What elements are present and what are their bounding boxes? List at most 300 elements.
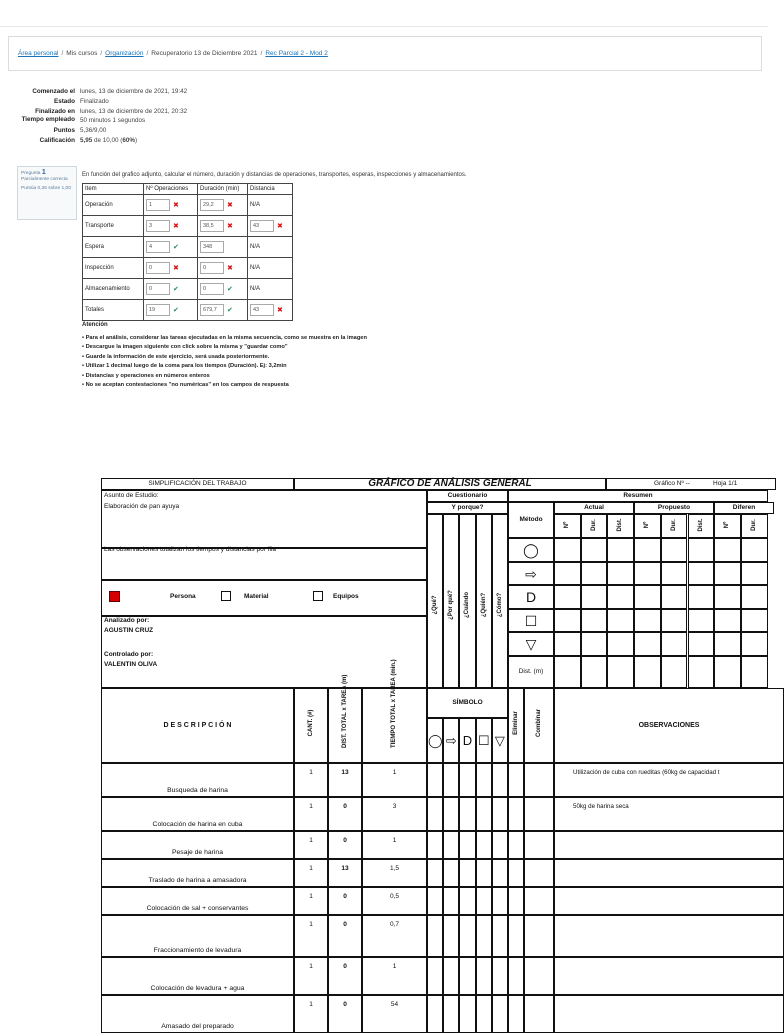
resumen-value-cell (714, 562, 741, 586)
question-text: En función del grafico adjunto, calcular el número, duración y distancias de operaciones, transportes, esperas, inspecciones y almacenamientos. (82, 172, 467, 178)
question-label: ¿Cuándo (464, 592, 471, 618)
resumen-value-cell (581, 656, 608, 689)
cant-label: CANT. (#) (308, 709, 314, 737)
task-symbol-cell (459, 763, 475, 797)
resumen-subheader-label: Dur. (590, 519, 597, 531)
symbol-header-cell: ⇨ (443, 718, 459, 763)
task-cant: 1 (294, 763, 328, 797)
grade-percent: 60% (122, 136, 135, 144)
header-dur: Duración (min) (198, 184, 248, 195)
task-description: Pesaje de harina (101, 831, 294, 859)
task-symbol-cell (476, 957, 492, 995)
resumen-value-cell (607, 609, 634, 633)
summary-label: Puntos (53, 127, 75, 135)
task-cant: 1 (294, 957, 328, 995)
summary-value: 5,36/9,00 (80, 127, 107, 135)
correct-check-icon: ✔ (173, 307, 179, 314)
task-observacion (554, 915, 784, 957)
task-symbol-cell (492, 859, 508, 887)
task-symbol-cell (427, 831, 443, 859)
task-symbol-cell (427, 887, 443, 915)
item-label: Totales (83, 300, 144, 321)
task-symbol-cell (459, 957, 475, 995)
header-dist: Distancia (248, 184, 293, 195)
breadcrumb-rec-parcial[interactable]: Rec Parcial 2 - Mod 2 (265, 50, 328, 57)
distance-cell (248, 216, 293, 237)
method-symbol-cell: ⇨ (508, 562, 554, 586)
task-symbol-cell (427, 957, 443, 995)
ops-cell (144, 279, 198, 300)
resumen-subheader-label: Nº (644, 521, 651, 529)
resumen-value-cell (688, 538, 715, 562)
breadcrumb-organizacion[interactable]: Organización (105, 50, 144, 57)
task-description: Fraccionamiento de levadura (101, 915, 294, 957)
breadcrumb (18, 50, 328, 57)
task-cant: 1 (294, 887, 328, 915)
resumen-value-cell (714, 538, 741, 562)
persona-label: Persona (170, 593, 196, 600)
task-symbol-cell (459, 831, 475, 859)
task-cant: 1 (294, 995, 328, 1033)
ops-input[interactable]: 0 (146, 262, 170, 274)
resumen-value-cell (607, 585, 634, 609)
grade-score: 5,95 (80, 136, 93, 144)
resumen-value-cell (688, 632, 715, 656)
answer-row (83, 300, 293, 321)
task-eliminar-cell (508, 887, 524, 915)
task-eliminar-cell (508, 763, 524, 797)
resumen-value-cell (634, 632, 661, 656)
ops-cell (144, 195, 198, 216)
resumen-value-cell (741, 632, 768, 656)
task-symbol-cell (492, 797, 508, 831)
resumen-value-cell (581, 562, 608, 586)
attention-list (82, 334, 367, 390)
summary-value: Finalizado (80, 97, 109, 105)
task-symbol-cell (492, 887, 508, 915)
analizado-label: Analizado por: (104, 617, 150, 624)
task-symbol-cell (427, 763, 443, 797)
answer-row (83, 279, 293, 300)
duration-input[interactable]: 29,2 (200, 199, 224, 211)
task-combinar-cell (524, 887, 554, 915)
question-label: Pregunta (21, 171, 41, 176)
simbolo-header: SÍMBOLO (427, 688, 508, 718)
task-observacion (554, 831, 784, 859)
summary-grade-value (80, 136, 137, 146)
dur-cell (198, 216, 248, 237)
task-description: Colocación de sal + conservantes (101, 887, 294, 915)
symbol-header-cell: ◯ (427, 718, 443, 763)
summary-label: Comenzado el (32, 88, 75, 95)
grade-max: de 10,00 ( (92, 136, 123, 144)
breadcrumb-area-personal[interactable]: Área personal (18, 50, 59, 57)
task-combinar-cell (524, 957, 554, 995)
task-symbol-cell (443, 797, 459, 831)
ops-input[interactable]: 19 (146, 304, 170, 316)
method-symbol-cell: D (508, 585, 554, 609)
task-dist: 13 (328, 859, 362, 887)
task-description: Colocación de harina en cuba (101, 797, 294, 831)
resumen-value-cell (607, 656, 634, 689)
task-dist: 0 (328, 915, 362, 957)
top-navbar (0, 0, 768, 27)
task-symbol-cell (427, 859, 443, 887)
resumen-value-cell (634, 562, 661, 586)
distance-static (248, 237, 293, 258)
summary-label: Estado (54, 97, 75, 105)
resumen-value-cell (554, 585, 581, 609)
material-checkbox (221, 591, 231, 601)
task-symbol-cell (476, 763, 492, 797)
ops-input[interactable]: 1 (146, 199, 170, 211)
equipos-label: Equipos (333, 593, 359, 600)
asunto-label: Asunto de Estudio: (104, 492, 159, 499)
attempt-summary (10, 87, 187, 146)
answer-table-header (83, 184, 293, 195)
incorrect-cross-icon: ✖ (277, 223, 283, 230)
distance-value: N/A (250, 286, 261, 292)
task-symbol-cell (476, 995, 492, 1033)
task-symbol-cell (427, 797, 443, 831)
answer-table (82, 183, 293, 321)
task-symbol-cell (427, 915, 443, 957)
task-symbol-cell (476, 887, 492, 915)
ops-input[interactable]: 3 (146, 220, 170, 232)
resumen-subheader-label: Nº (564, 521, 570, 529)
material-label: Material (244, 593, 269, 600)
dist-total-label: DIST. TOTAL x TAREA (m) (342, 674, 348, 748)
task-symbol-cell (443, 859, 459, 887)
summary-row (10, 116, 187, 126)
task-observacion (554, 887, 784, 915)
duration-input[interactable]: 679,7 (200, 304, 224, 316)
task-combinar-cell (524, 831, 554, 859)
resumen-value-cell (661, 609, 688, 633)
item-label: Inspección (83, 258, 144, 279)
task-symbol-cell (476, 797, 492, 831)
task-symbol-cell (459, 887, 475, 915)
resumen-value-cell (581, 538, 608, 562)
task-eliminar-cell (508, 915, 524, 957)
resumen-value-cell (714, 585, 741, 609)
item-label: Espera (83, 237, 144, 258)
task-dist: 0 (328, 887, 362, 915)
task-symbol-cell (443, 995, 459, 1033)
task-dist: 0 (328, 797, 362, 831)
question-label: ¿Qué? (432, 595, 438, 615)
summary-label: Finalizado en (35, 107, 75, 115)
resumen-value-cell (661, 562, 688, 586)
sheet-hoja: Hoja 1/1 (713, 480, 738, 487)
incorrect-cross-icon: ✖ (173, 265, 179, 272)
task-cant: 1 (294, 831, 328, 859)
task-cant: 1 (294, 859, 328, 887)
task-eliminar-cell (508, 831, 524, 859)
correct-check-icon: ✔ (227, 307, 233, 314)
summary-row (10, 107, 187, 117)
resumen-value-cell (581, 632, 608, 656)
task-observacion: Utilización de cuba con rueditas (60kg de capacidad t (554, 763, 784, 797)
breadcrumb-mis-cursos[interactable]: Mis cursos (66, 50, 98, 57)
eliminar-label: Eliminar (513, 711, 519, 735)
task-symbol-cell (443, 887, 459, 915)
ops-input[interactable]: 4 (146, 241, 170, 253)
resumen-value-cell (661, 656, 688, 689)
incorrect-cross-icon: ✖ (277, 307, 283, 314)
task-symbol-cell (476, 831, 492, 859)
question-info-box (17, 166, 77, 220)
resumen-value-cell (554, 656, 581, 689)
task-symbol-cell (443, 831, 459, 859)
distance-static (248, 279, 293, 300)
resumen-value-cell (607, 538, 634, 562)
header-ops: Nº Operaciones (144, 184, 198, 195)
resumen-value-cell (741, 538, 768, 562)
distance-input[interactable]: 43 (250, 304, 274, 316)
task-symbol-cell (492, 995, 508, 1033)
task-time: 1 (362, 957, 427, 995)
task-description: Traslado de harina a amasadora (101, 859, 294, 887)
incorrect-cross-icon: ✖ (227, 202, 233, 209)
analysis-sheet-image[interactable] (101, 478, 768, 1030)
resumen-value-cell (688, 609, 715, 633)
resumen-value-cell (607, 562, 634, 586)
observaciones-note: Las observaciones totalizan los tiempos y distancias por fila (104, 546, 276, 553)
resumen-value-cell (554, 609, 581, 633)
task-time: 0,7 (362, 915, 427, 957)
task-symbol-cell (476, 915, 492, 957)
yporque-header: Y porque? (427, 502, 508, 514)
sheet-grafico (606, 478, 776, 490)
question-number-value: 1 (41, 169, 46, 176)
resumen-value-cell (741, 656, 768, 689)
resumen-value-cell (661, 585, 688, 609)
summary-row (10, 126, 187, 136)
dur-cell (198, 195, 248, 216)
ops-cell (144, 300, 198, 321)
method-symbol-cell: ◯ (508, 538, 554, 562)
attention-item: • Para el análisis, considerar las tareas ejecutadas en la misma secuencia, como se muestra en la imagen (82, 334, 367, 343)
ops-input[interactable]: 0 (146, 283, 170, 295)
breadcrumb-separator: / (260, 50, 263, 57)
task-eliminar-cell (508, 859, 524, 887)
correct-check-icon: ✔ (173, 244, 179, 251)
resumen-value-cell (688, 562, 715, 586)
item-label: Almacenamiento (83, 279, 144, 300)
sheet-grafico-number: Gráfico Nº -- (654, 480, 690, 487)
task-eliminar-cell (508, 797, 524, 831)
grade-close: ) (134, 136, 138, 144)
distance-value: N/A (250, 265, 261, 271)
resumen-value-cell (714, 609, 741, 633)
task-description: Amasado del preparado (101, 995, 294, 1033)
duration-input[interactable]: 0 (200, 262, 224, 274)
question-label: ¿Por qué? (448, 590, 455, 620)
breadcrumb-separator: / (61, 50, 64, 57)
task-time: 54 (362, 995, 427, 1033)
task-symbol-cell (443, 915, 459, 957)
sheet-header-left: SIMPLIFICACIÓN DEL TRABAJO (101, 478, 294, 490)
header-item: Item (83, 184, 144, 195)
resumen-value-cell (741, 562, 768, 586)
method-symbol-cell: ☐ (508, 609, 554, 633)
distance-value: N/A (250, 202, 261, 208)
propuesto-header: Propuesto (634, 502, 714, 514)
ops-cell (144, 237, 198, 258)
task-eliminar-cell (508, 957, 524, 995)
incorrect-cross-icon: ✖ (173, 223, 179, 230)
resumen-value-cell (688, 585, 715, 609)
resumen-value-cell (714, 656, 741, 689)
breadcrumb-recuperatorio[interactable]: Recuperatorio 13 de Diciembre 2021 (151, 50, 258, 57)
persona-checkbox (109, 591, 120, 602)
diferencia-header: Diferen (714, 502, 774, 514)
distance-cell (248, 300, 293, 321)
resumen-value-cell (634, 609, 661, 633)
attention-item: • No se aceptan contestaciones "no numéricas" en los campos de respuesta (82, 381, 367, 390)
attention-title: Atención (82, 322, 108, 328)
task-combinar-cell (524, 763, 554, 797)
summary-row (10, 87, 187, 97)
attention-item: • Descargue la imagen siguiente con click sobre la misma y "guardar como" (82, 343, 367, 352)
resumen-value-cell (554, 538, 581, 562)
task-symbol-cell (459, 797, 475, 831)
task-symbol-cell (492, 957, 508, 995)
analizado-value: AGUSTIN CRUZ (104, 627, 154, 634)
answer-row (83, 258, 293, 279)
resumen-value-cell (714, 632, 741, 656)
resumen-header: Resumen (508, 490, 768, 502)
dur-cell (198, 237, 248, 258)
resumen-value-cell (634, 585, 661, 609)
distance-input[interactable]: 43 (250, 220, 274, 232)
distance-static (248, 195, 293, 216)
distance-static (248, 258, 293, 279)
summary-value: 50 minutos 1 segundos (80, 117, 146, 125)
task-symbol-cell (459, 995, 475, 1033)
combinar-label: Combinar (536, 709, 542, 738)
sheet-title: GRÁFICO DE ANÁLISIS GENERAL (294, 478, 606, 490)
resumen-value-cell (634, 538, 661, 562)
resumen-value-cell (688, 656, 715, 689)
task-combinar-cell (524, 859, 554, 887)
resumen-subheader-label: Dist. (697, 518, 704, 532)
task-observacion (554, 859, 784, 887)
task-cant: 1 (294, 915, 328, 957)
task-symbol-cell (443, 957, 459, 995)
task-time: 0,5 (362, 887, 427, 915)
symbol-header-cell: D (459, 718, 475, 763)
asunto-value: Elaboración de pan ayuya (104, 503, 180, 510)
resumen-value-cell (661, 538, 688, 562)
metodo-header: Método (508, 502, 554, 538)
attention-item: • Guarde la información de este ejercicio, será usada posteriormente. (82, 353, 367, 362)
tiempo-total-label: TIEMPO TOTAL x TAREA (min.) (391, 659, 397, 748)
summary-label: Tiempo empleado (21, 116, 75, 124)
item-label: Transporte (83, 216, 144, 237)
question-label: ¿Quién? (480, 592, 487, 618)
answer-table-body (83, 195, 293, 321)
task-observacion (554, 995, 784, 1033)
resumen-value-cell (661, 632, 688, 656)
attention-item: • Distancias y operaciones en números enteros (82, 372, 367, 381)
resumen-subheader-label: Dur. (750, 519, 757, 531)
ops-cell (144, 258, 198, 279)
duration-input[interactable]: 38,5 (200, 220, 224, 232)
task-description: Colocación de levadura + agua (101, 957, 294, 995)
breadcrumb-separator: / (100, 50, 103, 57)
resumen-value-cell (634, 656, 661, 689)
method-symbol-cell: ▽ (508, 632, 554, 656)
controlado-value: VALENTIN OLIVA (104, 661, 158, 668)
summary-value: lunes, 13 de diciembre de 2021, 20:32 (80, 107, 188, 115)
answer-row (83, 216, 293, 237)
answer-row (83, 195, 293, 216)
symbol-header-cell: ▽ (492, 718, 508, 763)
duration-input[interactable]: 348 (200, 241, 224, 253)
descripcion-header: D E S C R I P C I Ó N (101, 688, 294, 763)
duration-input[interactable]: 0 (200, 283, 224, 295)
item-label: Operación (83, 195, 144, 216)
resumen-subheader-label: Dist. (617, 518, 624, 532)
correct-check-icon: ✔ (227, 286, 233, 293)
ops-cell (144, 216, 198, 237)
summary-row (10, 136, 187, 146)
summary-row (10, 97, 187, 107)
answer-row (83, 237, 293, 258)
task-symbol-cell (492, 831, 508, 859)
resumen-value-cell (607, 632, 634, 656)
task-dist: 13 (328, 763, 362, 797)
task-symbol-cell (427, 995, 443, 1033)
incorrect-cross-icon: ✖ (227, 265, 233, 272)
resumen-value-cell (554, 562, 581, 586)
task-time: 1 (362, 763, 427, 797)
question-score: Puntúa 0,36 sobre 1,00 (21, 186, 71, 191)
resumen-value-cell (581, 609, 608, 633)
task-combinar-cell (524, 915, 554, 957)
task-combinar-cell (524, 995, 554, 1033)
task-description: Busqueda de harina (101, 763, 294, 797)
distance-value: N/A (250, 244, 261, 250)
task-symbol-cell (476, 859, 492, 887)
task-symbol-cell (459, 915, 475, 957)
attention-item: • Utilizar 1 decimal luego de la coma para los tiempos (Duración). Ej: 3,2min (82, 362, 367, 371)
resumen-value-cell (581, 585, 608, 609)
symbol-header-cell: ☐ (476, 718, 492, 763)
task-time: 1,5 (362, 859, 427, 887)
incorrect-cross-icon: ✖ (173, 202, 179, 209)
dur-cell (198, 300, 248, 321)
task-dist: 0 (328, 957, 362, 995)
breadcrumb-container (8, 36, 762, 71)
dist-m-label: Dist. (m) (508, 656, 554, 689)
task-observacion: 50kg de harina seca (554, 797, 784, 831)
observaciones-header: OBSERVACIONES (554, 688, 784, 763)
equipos-checkbox (313, 591, 323, 601)
controlado-label: Controlado por: (104, 651, 154, 658)
resumen-value-cell (554, 632, 581, 656)
summary-value: lunes, 13 de diciembre de 2021, 19:42 (80, 88, 188, 95)
task-symbol-cell (443, 763, 459, 797)
task-symbol-cell (492, 763, 508, 797)
incorrect-cross-icon: ✖ (227, 223, 233, 230)
task-time: 1 (362, 831, 427, 859)
dur-cell (198, 258, 248, 279)
question-state: Parcialmente correcta (21, 177, 68, 182)
task-symbol-cell (459, 859, 475, 887)
